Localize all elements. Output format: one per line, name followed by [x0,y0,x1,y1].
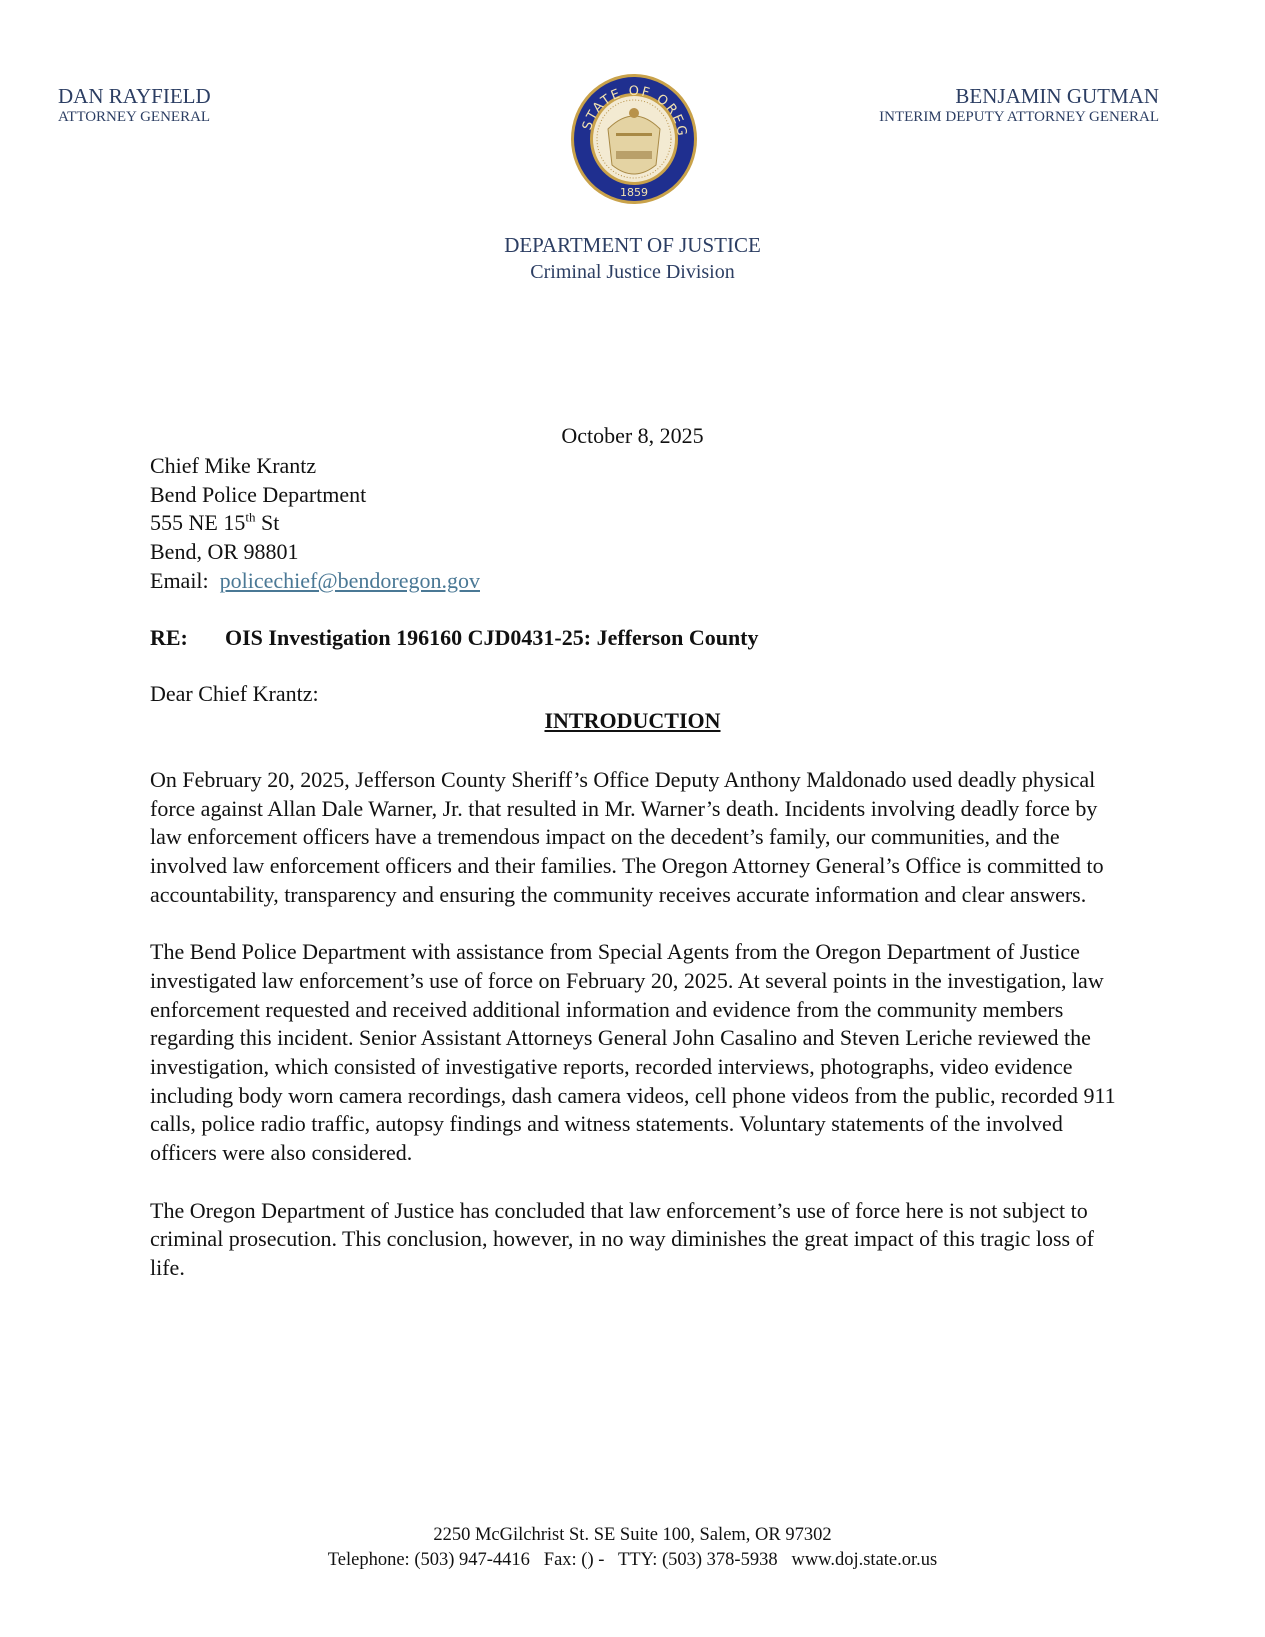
section-heading: INTRODUCTION [544,708,721,733]
department-heading [0,232,1265,286]
footer-contact: Telephone: (503) 947-4416 Fax: () - TTY: (503) 378-5938 www.doj.state.or.us [327,1550,938,1570]
attorney-general-title: ATTORNEY GENERAL [58,109,211,125]
street-type: St [255,510,280,536]
department-name: DEPARTMENT OF JUSTICE [504,233,761,257]
letter-body [150,766,1130,1311]
recipient-city: Bend, OR 98801 [150,539,299,565]
recipient-street [150,509,1130,538]
recipient-address [150,452,1130,596]
paragraph: On February 20, 2025, Jefferson County Sheriff’s Office Deputy Anthony Maldonado used deadly physical force against Allan Dale Warner, Jr. that resulted in Mr. Warner’s death. Incidents involving deadly force by law enforcement officers have a tremendous impact on the decedent’s family, our communities, and the involved law enforcement officers and their families. The Oregon Attorney General’s Office is committed to accountability, transparency and ensuring the community receives accurate information and clear answers. [150,767,1104,907]
svg-text:STATE OF OREGON: STATE OF OREG [579,83,690,139]
state-of-oregon-seal [568,73,700,205]
street-number: 555 NE 15 [150,510,246,536]
paragraph: The Oregon Department of Justice has concluded that law enforcement’s use of force here is not subject to criminal prosecution. This conclusion, however, in no way diminishes the great impact of this tragic loss of life. [150,1197,1094,1280]
re-line [150,624,1130,653]
deputy-attorney-general-name: BENJAMIN GUTMAN [955,84,1159,108]
salutation: Dear Chief Krantz: [150,681,319,706]
attorney-general-name: DAN RAYFIELD [58,84,211,108]
paragraph: The Bend Police Department with assistance from Special Agents from the Oregon Department of Justice investigated law enforcement’s use of force on February 20, 2025. At several points in the investigation, law enforcement requested and received additional information and evidence from the community members regarding this incident. Senior Assistant Attorneys General John Casalino and Steven Leriche reviewed the investigation, which consisted of investigative reports, recorded interviews, photographs, video evidence including body worn camera recordings, dash camera videos, cell phone videos from the public, recorded 911 calls, police radio traffic, autopsy findings and witness statements. Voluntary statements of the involved officers were also considered. [150,939,1116,1166]
attorney-general-block [58,84,211,126]
re-label: RE: [150,625,188,650]
deputy-attorney-general-title: INTERIM DEPUTY ATTORNEY GENERAL [879,109,1159,125]
svg-text:1859: 1859 [620,186,648,199]
recipient-name: Chief Mike Krantz [150,453,317,478]
division-name: Criminal Justice Division [530,261,735,283]
footer-address: 2250 McGilchrist St. SE Suite 100, Salem, OR 97302 [433,1525,832,1545]
recipient-email-link[interactable]: policechief@bendoregon.gov [219,567,480,593]
deputy-attorney-general-block [879,84,1159,126]
email-label: Email: [150,567,209,593]
street-suffix: th [245,510,256,526]
letter-date: October 8, 2025 [561,423,704,448]
recipient-org: Bend Police Department [150,481,367,507]
re-subject: OIS Investigation 196160 CJD0431-25: Jefferson County [225,625,759,650]
recipient-email-line [150,567,1130,596]
footer [0,1523,1265,1573]
